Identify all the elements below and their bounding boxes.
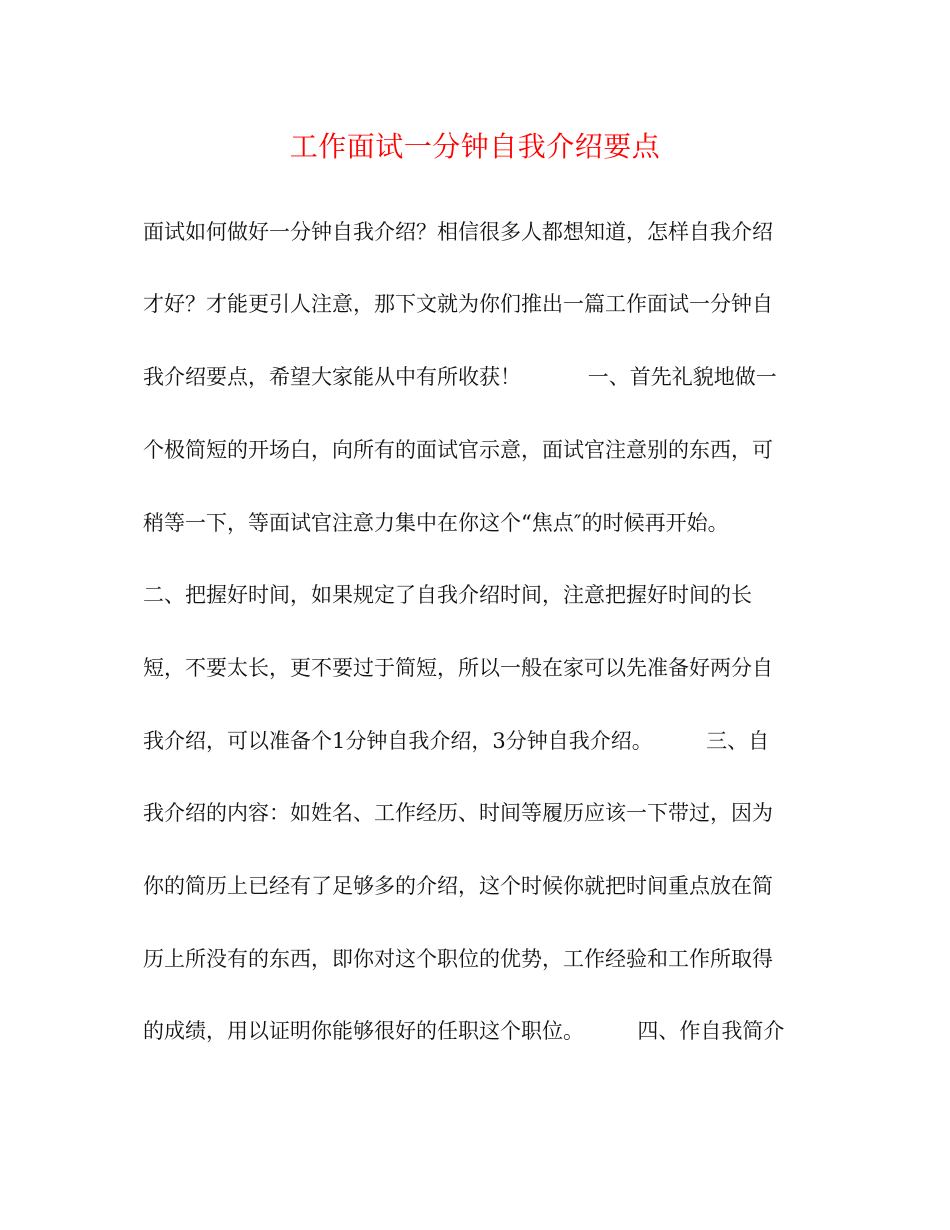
document-title: 工作面试一分钟自我介绍要点	[289, 130, 661, 163]
paragraph-line-6: 二、把握好时间，如果规定了自我介绍时间，注意把握好时间的长	[143, 583, 752, 607]
paragraph-line-1: 面试如何做好一分钟自我介绍？相信很多人都想知道，怎样自我介绍	[143, 220, 773, 244]
paragraph-line-4: 个极简短的开场白，向所有的面试官示意，面试官注意别的东西，可	[143, 438, 773, 462]
paragraph-line-11: 历上所没有的东西，即你对这个职位的优势，工作经验和工作所取得	[143, 947, 773, 971]
paragraph-line-2: 才好？才能更引人注意，那下文就为你们推出一篇工作面试一分钟自	[143, 292, 773, 316]
paragraph-line-12: 的成绩，用以证明你能够很好的任职这个职位。 四、作自我简介	[143, 1019, 785, 1043]
paragraph-line-10: 你的简历上已经有了足够多的介绍，这个时候你就把时间重点放在简	[143, 874, 773, 898]
paragraph-line-7: 短，不要太长，更不要过于简短，所以一般在家可以先准备好两分自	[143, 656, 773, 680]
paragraph-line-9: 我介绍的内容：如姓名、工作经历、时间等履历应该一下带过，因为	[143, 801, 773, 825]
paragraph-line-8: 我介绍，可以准备个1分钟自我介绍，3分钟自我介绍。 三、自	[143, 729, 770, 753]
paragraph-line-5: 稍等一下，等面试官注意力集中在你这个“焦点″的时候再开始。	[143, 511, 729, 535]
paragraph-line-3: 我介绍要点，希望大家能从中有所收获！ 一、首先礼貌地做一	[143, 365, 777, 389]
